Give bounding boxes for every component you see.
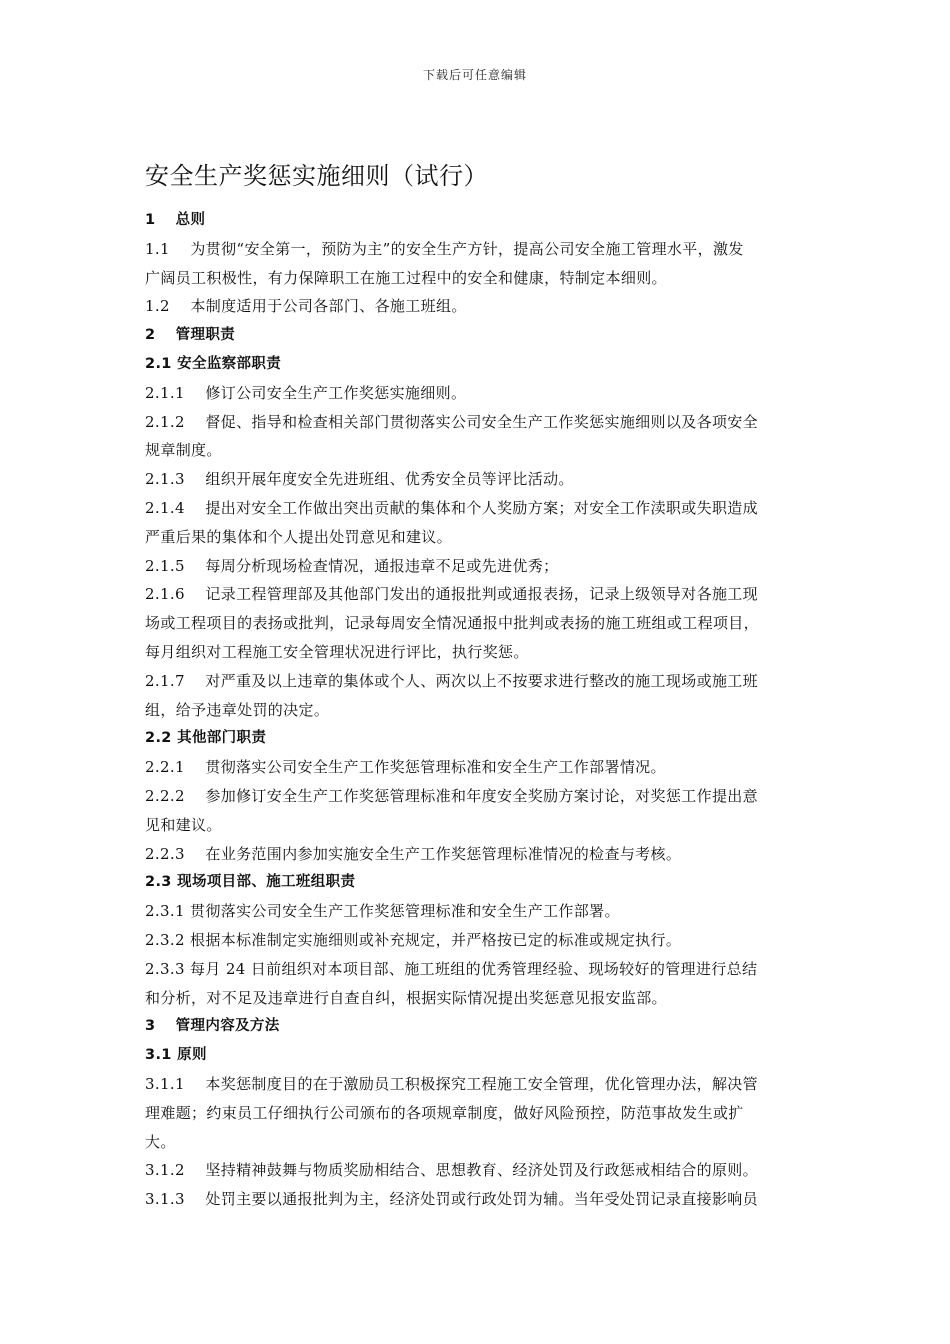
section-heading: 1 总则 <box>145 212 206 228</box>
body-line: 2.1.5 每周分析现场检查情况，通报违章不足或先进优秀； <box>145 556 559 575</box>
body-line: 规章制度。 <box>145 441 222 460</box>
body-line: 组，给予违章处罚的决定。 <box>145 700 330 719</box>
body-line: 2.1.4 提出对安全工作做出突出贡献的集体和个人奖励方案；对安全工作渎职或失职造成 <box>145 498 758 517</box>
header-note: 下载后可任意编辑 <box>422 68 527 82</box>
body-line: 见和建议。 <box>145 815 222 834</box>
body-line: 1.1 为贯彻“安全第一，预防为主”的安全生产方针，提高公司安全施工管理水平，激发 <box>145 239 744 258</box>
body-line: 2.2.1 贯彻落实公司安全生产工作奖惩管理标准和安全生产工作部署情况。 <box>145 758 666 777</box>
document-title: 安全生产奖惩实施细则（试行） <box>145 162 488 190</box>
body-line: 2.2.3 在业务范围内参加实施安全生产工作奖惩管理标准情况的检查与考核。 <box>145 844 682 863</box>
body-line: 和分析，对不足及违章进行自查自纠，根据实际情况提出奖惩意见报安监部。 <box>145 988 667 1007</box>
body-line: 严重后果的集体和个人提出处罚意见和建议。 <box>145 527 453 546</box>
body-line: 3.1.2 坚持精神鼓舞与物质奖励相结合、思想教育、经济处罚及行政惩戒相结合的原则。 <box>145 1161 758 1180</box>
body-line: 2.3.1 贯彻落实公司安全生产工作奖惩管理标准和安全生产工作部署。 <box>145 902 620 921</box>
body-line: 场或工程项目的表扬或批判，记录每周安全情况通报中批判或表扬的施工班组或工程项目， <box>145 614 760 633</box>
body-line: 1.2 本制度适用于公司各部门、各施工班组。 <box>145 297 467 316</box>
body-line: 大。 <box>145 1132 176 1151</box>
body-line: 3.1.1 本奖惩制度目的在于激励员工积极探究工程施工安全管理，优化管理办法，解决管 <box>145 1074 758 1093</box>
document-body <box>145 206 815 1214</box>
section-heading: 2.1 安全监察部职责 <box>145 355 282 372</box>
body-line: 2.1.2 督促、指导和检查相关部门贯彻落实公司安全生产工作奖惩实施细则以及各项安全 <box>145 412 758 431</box>
body-line: 2.3.2 根据本标准制定实施细则或补充规定，并严格按已定的标准或规定执行。 <box>145 930 682 949</box>
body-line: 每月组织对工程施工安全管理状况进行评比，执行奖惩。 <box>145 642 529 661</box>
body-line: 2.1.7 对严重及以上违章的集体或个人、两次以上不按要求进行整改的施工现场或施工班 <box>145 671 758 690</box>
section-heading: 2.3 现场项目部、施工班组职责 <box>145 874 356 891</box>
body-line: 2.1.1 修订公司安全生产工作奖惩实施细则。 <box>145 383 467 402</box>
section-heading: 2 管理职责 <box>145 327 236 344</box>
body-line: 3.1.3 处罚主要以通报批判为主，经济处罚或行政处罚为辅。当年受处罚记录直接影响员 <box>145 1190 758 1209</box>
body-line: 理难题；约束员工仔细执行公司颁布的各项规章制度，做好风险预控，防范事故发生或扩 <box>145 1103 744 1122</box>
body-line: 2.1.3 组织开展年度安全先进班组、优秀安全员等评比活动。 <box>145 470 574 489</box>
section-heading: 3 管理内容及方法 <box>145 1018 280 1035</box>
body-line: 广阔员工积极性，有力保障职工在施工过程中的安全和健康，特制定本细则。 <box>145 268 667 287</box>
body-line: 2.1.6 记录工程管理部及其他部门发出的通报批判或通报表扬，记录上级领导对各施工现 <box>145 585 758 604</box>
section-heading: 3.1 原则 <box>145 1047 207 1064</box>
body-line: 2.3.3 每月 24 日前组织对本项目部、施工班组的优秀管理经验、现场较好的管理进行总结 <box>145 959 758 978</box>
body-line: 2.2.2 参加修订安全生产工作奖惩管理标准和年度安全奖励方案讨论，对奖惩工作提出意 <box>145 786 758 805</box>
section-heading: 2.2 其他部门职责 <box>145 730 267 747</box>
